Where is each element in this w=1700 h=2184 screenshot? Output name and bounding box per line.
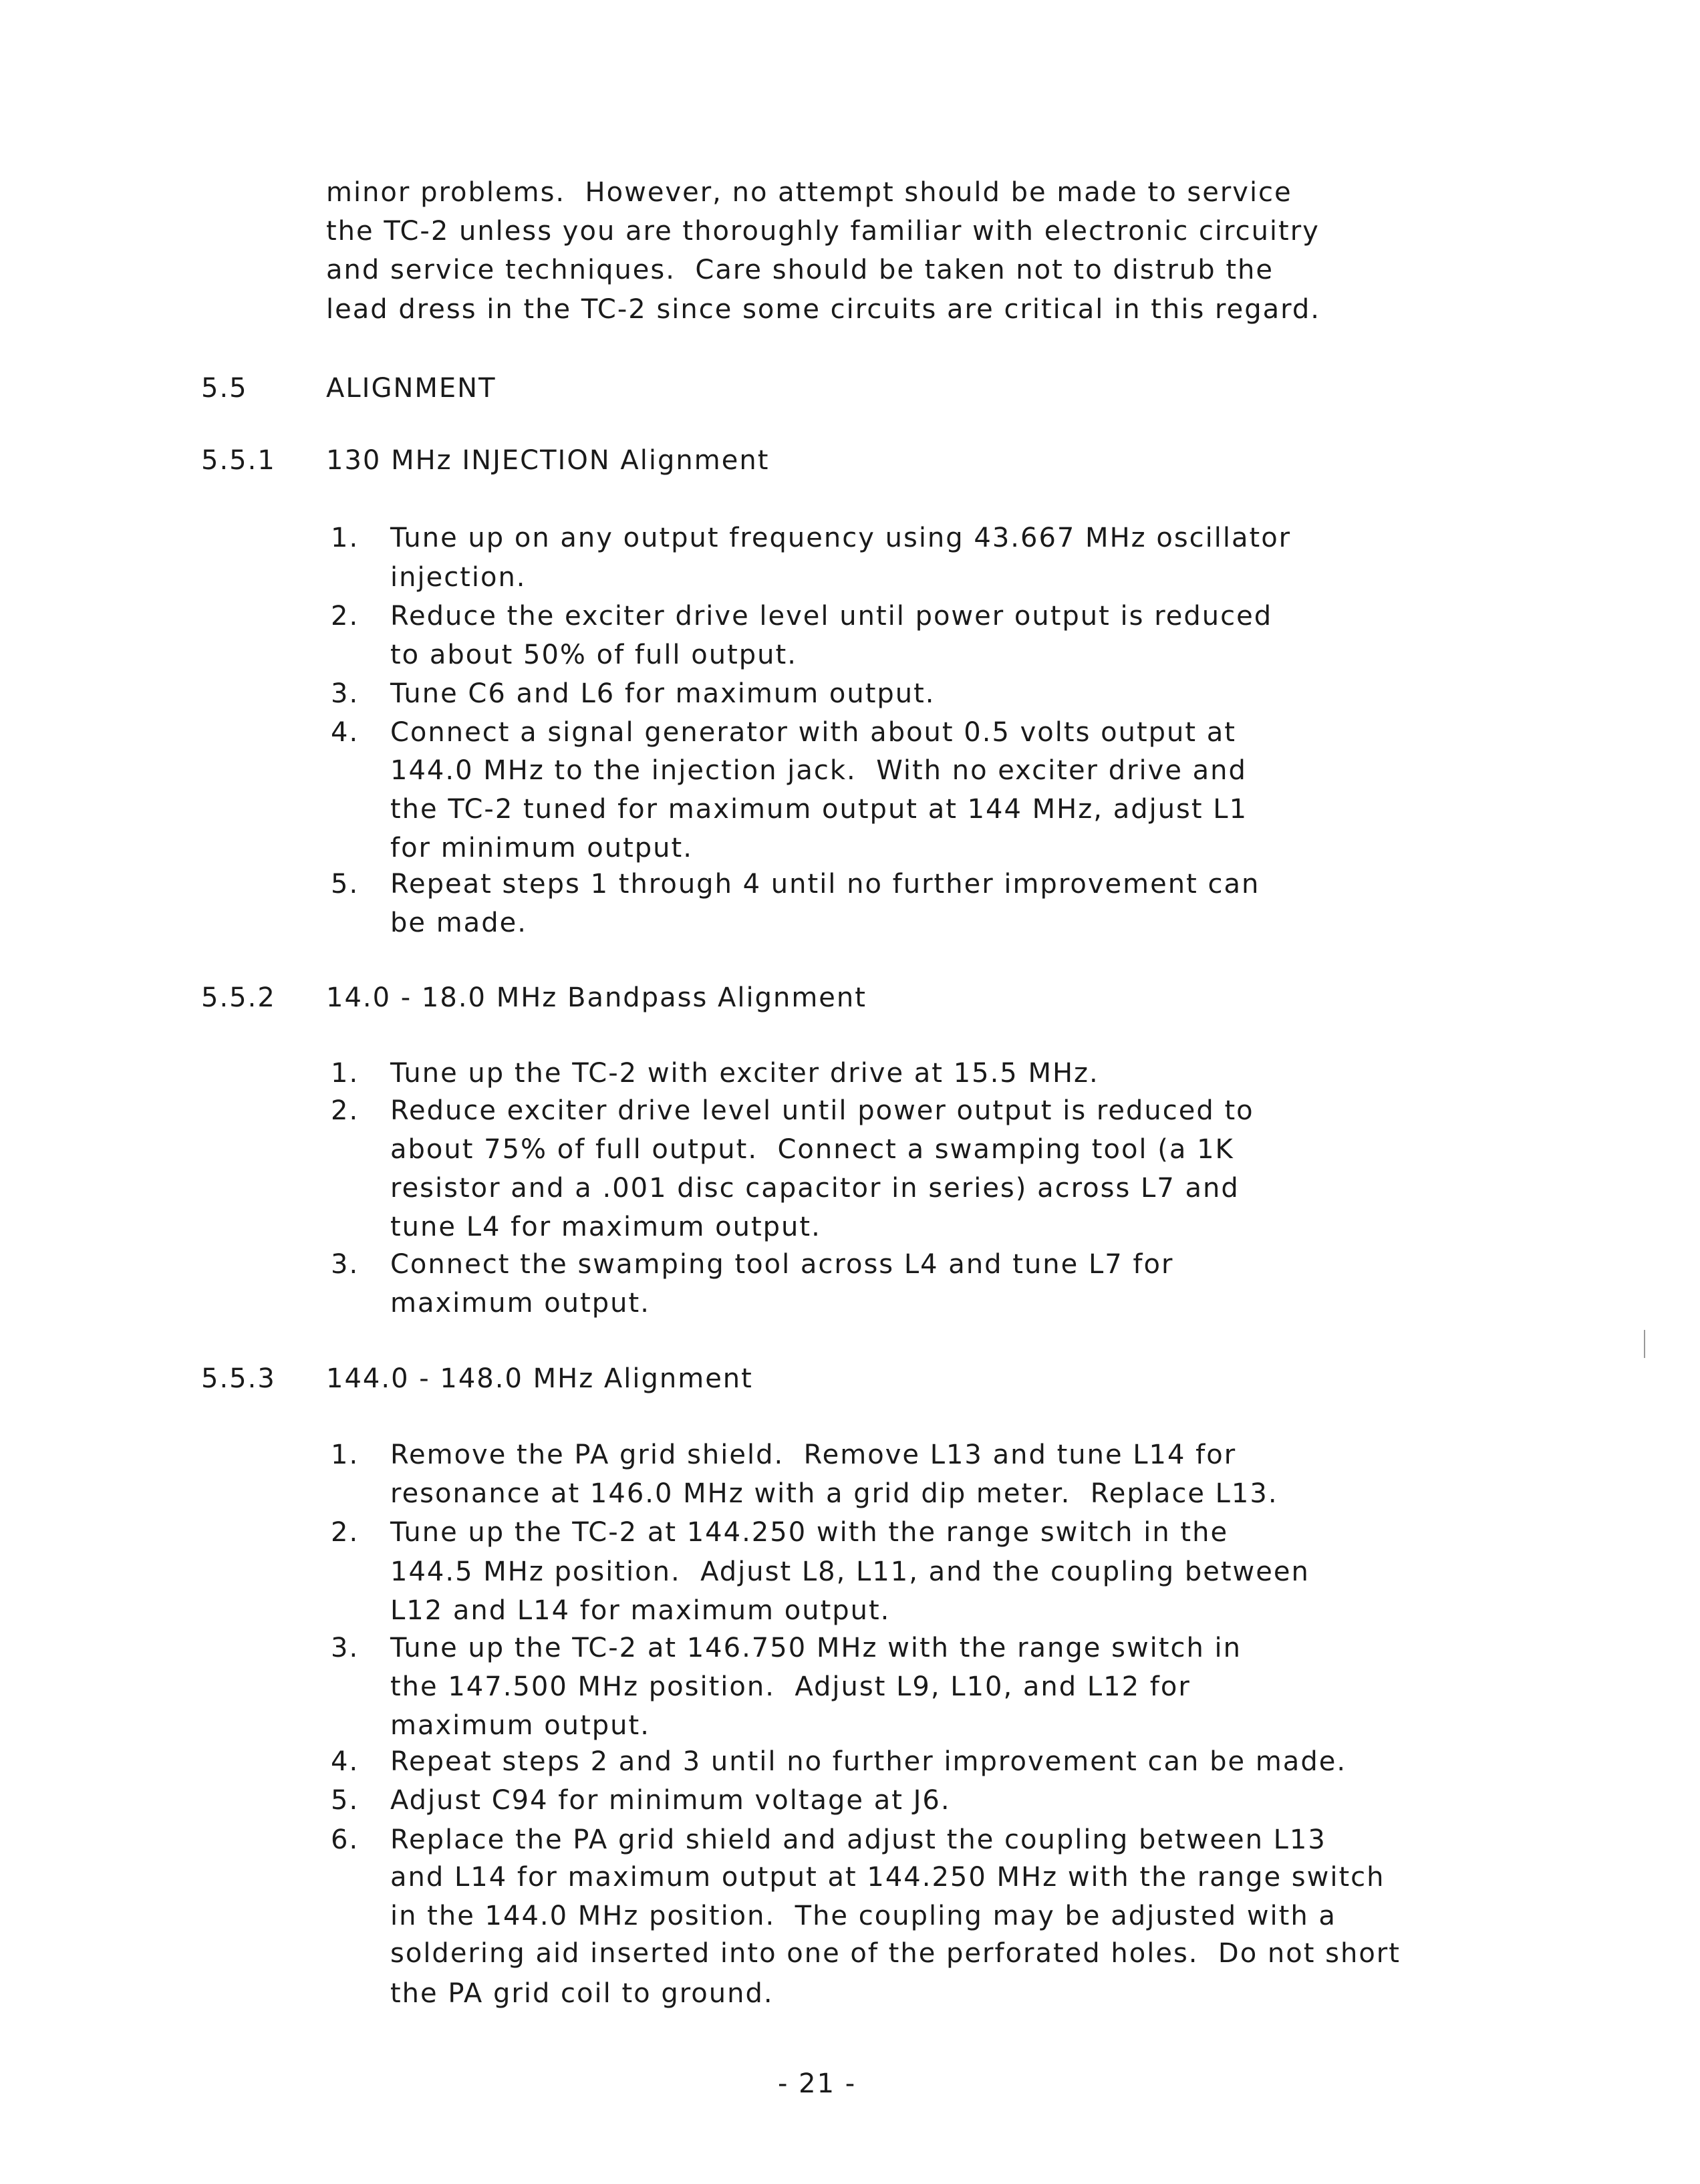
list-item-text: 144.0 MHz to the injection jack. With no exciter drive and	[390, 755, 1247, 786]
intro-line: and service techniques. Care should be taken not to distrub the	[326, 255, 1274, 285]
list-item-text: maximum output.	[390, 1288, 650, 1319]
list-item-text: in the 144.0 MHz position. The coupling may be adjusted with a	[390, 1901, 1336, 1931]
list-item-number: 3.	[331, 1249, 360, 1280]
list-item-text: maximum output.	[390, 1710, 650, 1741]
list-item-number: 5.	[331, 1785, 360, 1816]
list-item-text: soldering aid inserted into one of the perforated holes. Do not short	[390, 1938, 1401, 1969]
list-item-text: Reduce the exciter drive level until power output is reduced	[390, 601, 1273, 632]
list-item-text: Repeat steps 1 through 4 until no further improvement can	[390, 869, 1260, 900]
list-item-text: resonance at 146.0 MHz with a grid dip meter. Replace L13.	[390, 1478, 1278, 1509]
section-heading: ALIGNMENT	[326, 373, 497, 404]
list-item-text: Repeat steps 2 and 3 until no further improvement can be made.	[390, 1746, 1347, 1777]
list-item-text: for minimum output.	[390, 833, 693, 863]
list-item-text: and L14 for maximum output at 144.250 MHz with the range switch	[390, 1862, 1385, 1893]
list-item-number: 2.	[331, 1095, 360, 1126]
list-item-text: the TC-2 tuned for maximum output at 144 MHz, adjust L1	[390, 794, 1248, 825]
intro-line: the TC-2 unless you are thoroughly familiar with electronic circuitry	[326, 216, 1320, 247]
section-number: 5.5	[201, 373, 248, 404]
list-item-text: the 147.500 MHz position. Adjust L9, L10, and L12 for	[390, 1671, 1191, 1702]
list-item-text: injection.	[390, 562, 527, 593]
list-item-text: Replace the PA grid shield and adjust the coupling between L13	[390, 1824, 1326, 1855]
list-item-text: Connect a signal generator with about 0.5 volts output at	[390, 717, 1236, 748]
page-number: - 21 -	[778, 2068, 857, 2099]
list-item-text: the PA grid coil to ground.	[390, 1978, 774, 2009]
list-item-number: 6.	[331, 1824, 360, 1855]
list-item-text: Reduce exciter drive level until power output is reduced to	[390, 1095, 1254, 1126]
list-item-text: 144.5 MHz position. Adjust L8, L11, and the coupling between	[390, 1556, 1310, 1587]
list-item-number: 1.	[331, 1058, 360, 1089]
list-item-text: L12 and L14 for maximum output.	[390, 1595, 891, 1626]
list-item-number: 4.	[331, 717, 360, 748]
list-item-number: 2.	[331, 601, 360, 632]
section-heading: 144.0 - 148.0 MHz Alignment	[326, 1363, 753, 1394]
list-item-text: about 75% of full output. Connect a swamping tool (a 1K	[390, 1134, 1234, 1165]
list-item-text: Tune up on any output frequency using 43.667 MHz oscillator	[390, 523, 1292, 553]
list-item-number: 1.	[331, 523, 360, 553]
intro-line: minor problems. However, no attempt should be made to service	[326, 177, 1292, 208]
list-item-number: 4.	[331, 1746, 360, 1777]
list-item-text: Connect the swamping tool across L4 and tune L7 for	[390, 1249, 1174, 1280]
list-item-text: Tune C6 and L6 for maximum output.	[390, 678, 936, 709]
list-item-number: 1.	[331, 1440, 360, 1470]
section-heading: 14.0 - 18.0 MHz Bandpass Alignment	[326, 982, 867, 1013]
section-number: 5.5.3	[201, 1363, 276, 1394]
list-item-number: 5.	[331, 869, 360, 900]
list-item-text: Tune up the TC-2 with exciter drive at 15.5 MHz.	[390, 1058, 1099, 1089]
section-heading: 130 MHz INJECTION Alignment	[326, 445, 770, 476]
intro-line: lead dress in the TC-2 since some circuits are critical in this regard.	[326, 294, 1320, 325]
list-item-number: 2.	[331, 1517, 360, 1548]
list-item-text: to about 50% of full output.	[390, 640, 797, 670]
section-number: 5.5.1	[201, 445, 276, 476]
list-item-number: 3.	[331, 678, 360, 709]
margin-mark	[1644, 1330, 1645, 1358]
list-item-text: resistor and a .001 disc capacitor in series) across L7 and	[390, 1173, 1240, 1204]
list-item-text: be made.	[390, 908, 527, 938]
list-item-text: Remove the PA grid shield. Remove L13 and tune L14 for	[390, 1440, 1237, 1470]
list-item-text: tune L4 for maximum output.	[390, 1212, 821, 1242]
list-item-number: 3.	[331, 1633, 360, 1663]
list-item-text: Tune up the TC-2 at 144.250 with the range switch in the	[390, 1517, 1229, 1548]
list-item-text: Adjust C94 for minimum voltage at J6.	[390, 1785, 951, 1816]
list-item-text: Tune up the TC-2 at 146.750 MHz with the range switch in	[390, 1633, 1242, 1663]
section-number: 5.5.2	[201, 982, 276, 1013]
